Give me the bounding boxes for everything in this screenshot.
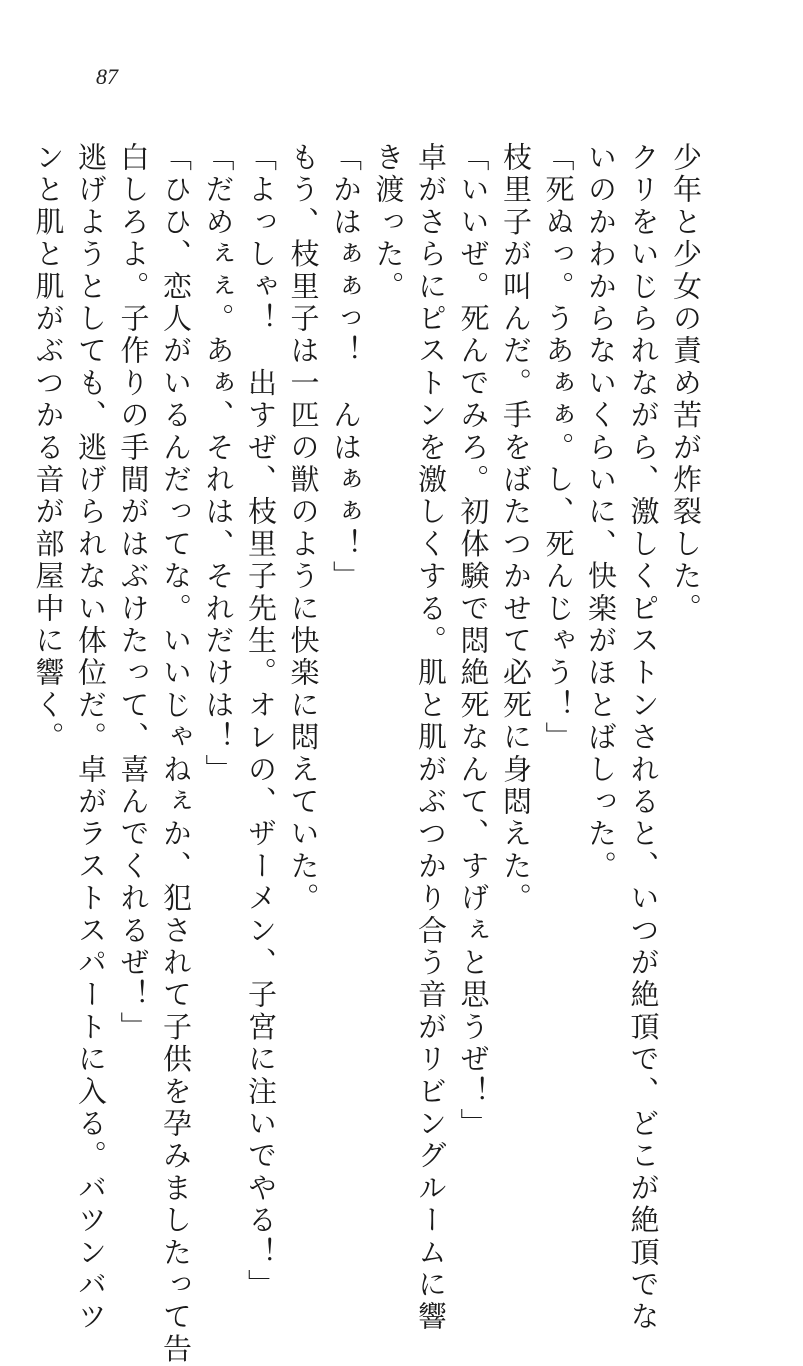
text-line: 「かはぁぁっ！ んはぁぁ！」 [329, 142, 363, 593]
text-line: 逃げようとしても、逃げられない体位だ。卓がラストスパートに入る。バツンバツ [74, 142, 108, 1334]
text-line: 「ひひ、恋人がいるんだってな。いいじゃねぇか、犯されて子供を孕みましたって告 [159, 142, 193, 1366]
text-line: 白しろよ。子作りの手間がはぶけたって、喜んでくれるぜ！」 [116, 142, 151, 1044]
body-text [31, 142, 707, 1366]
text-line: 卓がさらにピストンを激しくする。肌と肌がぶつかり合う音がリビングルームに響 [414, 142, 448, 1334]
text-line: いのかわからないくらいに、快楽がほとばしった。 [584, 142, 618, 883]
text-line: 少年と少女の責め苦が炸裂した。 [669, 142, 703, 625]
text-line: 「だめぇぇ。あぁ、それは、それだけは！」 [201, 142, 236, 786]
text-line: 「いいぜ。死んでみろ。初体験で悶絶死なんて、すげぇと思うぜ！」 [456, 142, 491, 1141]
text-line: 「死ぬっ。うあぁぁ。し、死んじゃう！」 [541, 142, 576, 754]
page-number: 87 [96, 64, 118, 89]
text-line: ンと肌と肌がぶつかる音が部屋中に響く。 [31, 142, 66, 754]
text-line: 枝里子が叫んだ。手をばたつかせて必死に身悶えた。 [499, 142, 533, 915]
text-line: クリをいじられながら、激しくピストンされると、いつが絶頂で、どこが絶頂でな [626, 142, 661, 1334]
text-line: き渡った。 [371, 142, 406, 303]
text-line: 「よっしゃ！ 出すぜ、枝里子先生。オレの、ザーメン、子宮に注いでやる！」 [244, 142, 278, 1302]
text-line: もう、枝里子は一匹の獣のように快楽に悶えていた。 [286, 142, 321, 915]
